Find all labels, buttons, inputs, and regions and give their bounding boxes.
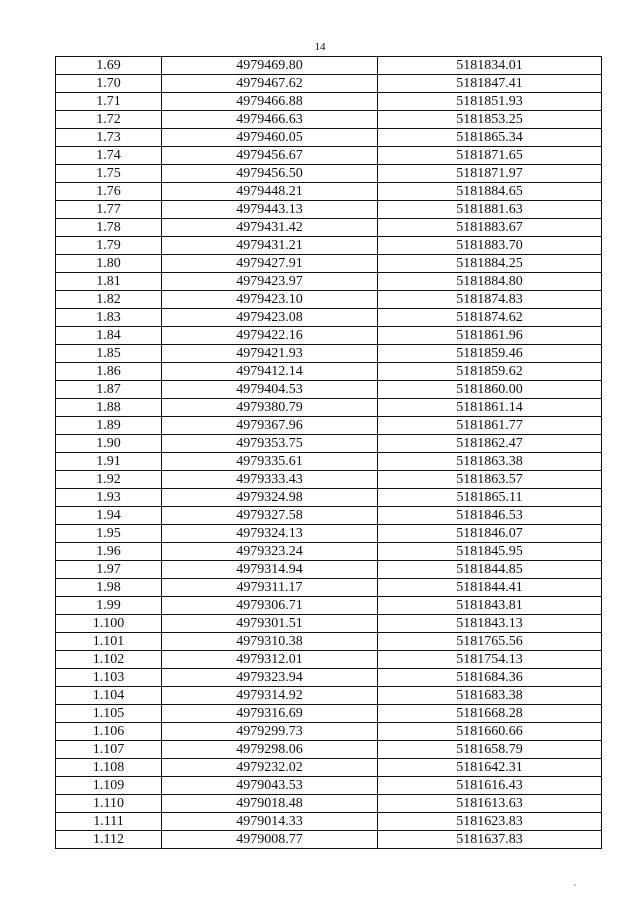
point-id-cell: 1.89 [56, 417, 162, 435]
x-coordinate-cell: 4979327.58 [162, 507, 378, 525]
x-coordinate-cell: 4979314.94 [162, 561, 378, 579]
y-coordinate-cell: 5181668.28 [378, 705, 602, 723]
y-coordinate-cell: 5181883.67 [378, 219, 602, 237]
y-coordinate-cell: 5181834.01 [378, 57, 602, 75]
point-id-cell: 1.104 [56, 687, 162, 705]
point-id-cell: 1.90 [56, 435, 162, 453]
point-id-cell: 1.112 [56, 831, 162, 849]
x-coordinate-cell: 4979333.43 [162, 471, 378, 489]
table-row [56, 147, 602, 165]
table-row [56, 219, 602, 237]
y-coordinate-cell: 5181883.70 [378, 237, 602, 255]
table-row [56, 741, 602, 759]
point-id-cell: 1.74 [56, 147, 162, 165]
y-coordinate-cell: 5181884.65 [378, 183, 602, 201]
table-row [56, 327, 602, 345]
table-row [56, 831, 602, 849]
point-id-cell: 1.97 [56, 561, 162, 579]
table-row [56, 129, 602, 147]
x-coordinate-cell: 4979412.14 [162, 363, 378, 381]
table-row [56, 471, 602, 489]
table-row [56, 777, 602, 795]
y-coordinate-cell: 5181861.14 [378, 399, 602, 417]
x-coordinate-cell: 4979014.33 [162, 813, 378, 831]
x-coordinate-cell: 4979232.02 [162, 759, 378, 777]
table-row [56, 417, 602, 435]
point-id-cell: 1.108 [56, 759, 162, 777]
x-coordinate-cell: 4979311.17 [162, 579, 378, 597]
x-coordinate-cell: 4979008.77 [162, 831, 378, 849]
table-row [56, 345, 602, 363]
table-row [56, 669, 602, 687]
point-id-cell: 1.82 [56, 291, 162, 309]
point-id-cell: 1.96 [56, 543, 162, 561]
table-row [56, 651, 602, 669]
x-coordinate-cell: 4979353.75 [162, 435, 378, 453]
point-id-cell: 1.93 [56, 489, 162, 507]
table-row [56, 273, 602, 291]
table-row [56, 543, 602, 561]
scan-speck [574, 884, 576, 886]
y-coordinate-cell: 5181863.57 [378, 471, 602, 489]
x-coordinate-cell: 4979443.13 [162, 201, 378, 219]
x-coordinate-cell: 4979422.16 [162, 327, 378, 345]
point-id-cell: 1.77 [56, 201, 162, 219]
y-coordinate-cell: 5181865.11 [378, 489, 602, 507]
x-coordinate-cell: 4979456.50 [162, 165, 378, 183]
y-coordinate-cell: 5181845.95 [378, 543, 602, 561]
y-coordinate-cell: 5181683.38 [378, 687, 602, 705]
point-id-cell: 1.79 [56, 237, 162, 255]
point-id-cell: 1.102 [56, 651, 162, 669]
y-coordinate-cell: 5181884.80 [378, 273, 602, 291]
y-coordinate-cell: 5181684.36 [378, 669, 602, 687]
table-row [56, 111, 602, 129]
y-coordinate-cell: 5181865.34 [378, 129, 602, 147]
table-row [56, 561, 602, 579]
x-coordinate-cell: 4979427.91 [162, 255, 378, 273]
x-coordinate-cell: 4979431.42 [162, 219, 378, 237]
point-id-cell: 1.86 [56, 363, 162, 381]
y-coordinate-cell: 5181859.62 [378, 363, 602, 381]
table-row [56, 183, 602, 201]
x-coordinate-cell: 4979018.48 [162, 795, 378, 813]
y-coordinate-cell: 5181637.83 [378, 831, 602, 849]
x-coordinate-cell: 4979421.93 [162, 345, 378, 363]
y-coordinate-cell: 5181846.53 [378, 507, 602, 525]
x-coordinate-cell: 4979423.97 [162, 273, 378, 291]
y-coordinate-cell: 5181660.66 [378, 723, 602, 741]
x-coordinate-cell: 4979299.73 [162, 723, 378, 741]
y-coordinate-cell: 5181658.79 [378, 741, 602, 759]
y-coordinate-cell: 5181853.25 [378, 111, 602, 129]
point-id-cell: 1.99 [56, 597, 162, 615]
y-coordinate-cell: 5181861.77 [378, 417, 602, 435]
x-coordinate-cell: 4979310.38 [162, 633, 378, 651]
table-row [56, 633, 602, 651]
y-coordinate-cell: 5181884.25 [378, 255, 602, 273]
table-row [56, 687, 602, 705]
table-row [56, 309, 602, 327]
point-id-cell: 1.88 [56, 399, 162, 417]
point-id-cell: 1.98 [56, 579, 162, 597]
table-row [56, 579, 602, 597]
page-number: 14 [314, 41, 326, 53]
table-row [56, 795, 602, 813]
x-coordinate-cell: 4979466.88 [162, 93, 378, 111]
table-row [56, 255, 602, 273]
y-coordinate-cell: 5181881.63 [378, 201, 602, 219]
x-coordinate-cell: 4979316.69 [162, 705, 378, 723]
table-row [56, 705, 602, 723]
point-id-cell: 1.95 [56, 525, 162, 543]
point-id-cell: 1.76 [56, 183, 162, 201]
point-id-cell: 1.85 [56, 345, 162, 363]
y-coordinate-cell: 5181613.63 [378, 795, 602, 813]
x-coordinate-cell: 4979467.62 [162, 75, 378, 93]
x-coordinate-cell: 4979324.13 [162, 525, 378, 543]
y-coordinate-cell: 5181863.38 [378, 453, 602, 471]
point-id-cell: 1.92 [56, 471, 162, 489]
table-row [56, 363, 602, 381]
y-coordinate-cell: 5181859.46 [378, 345, 602, 363]
table-row [56, 75, 602, 93]
point-id-cell: 1.103 [56, 669, 162, 687]
x-coordinate-cell: 4979312.01 [162, 651, 378, 669]
point-id-cell: 1.81 [56, 273, 162, 291]
point-id-cell: 1.80 [56, 255, 162, 273]
point-id-cell: 1.87 [56, 381, 162, 399]
y-coordinate-cell: 5181616.43 [378, 777, 602, 795]
y-coordinate-cell: 5181874.62 [378, 309, 602, 327]
y-coordinate-cell: 5181860.00 [378, 381, 602, 399]
point-id-cell: 1.75 [56, 165, 162, 183]
point-id-cell: 1.110 [56, 795, 162, 813]
x-coordinate-cell: 4979335.61 [162, 453, 378, 471]
coordinates-table-body [56, 57, 602, 849]
table-row [56, 489, 602, 507]
table-row [56, 597, 602, 615]
y-coordinate-cell: 5181844.41 [378, 579, 602, 597]
point-id-cell: 1.106 [56, 723, 162, 741]
point-id-cell: 1.72 [56, 111, 162, 129]
table-row [56, 507, 602, 525]
point-id-cell: 1.84 [56, 327, 162, 345]
point-id-cell: 1.94 [56, 507, 162, 525]
point-id-cell: 1.100 [56, 615, 162, 633]
table-row [56, 813, 602, 831]
y-coordinate-cell: 5181843.81 [378, 597, 602, 615]
y-coordinate-cell: 5181754.13 [378, 651, 602, 669]
table-row [56, 93, 602, 111]
table-row [56, 525, 602, 543]
x-coordinate-cell: 4979306.71 [162, 597, 378, 615]
x-coordinate-cell: 4979314.92 [162, 687, 378, 705]
y-coordinate-cell: 5181843.13 [378, 615, 602, 633]
x-coordinate-cell: 4979469.80 [162, 57, 378, 75]
x-coordinate-cell: 4979380.79 [162, 399, 378, 417]
table-row [56, 57, 602, 75]
point-id-cell: 1.70 [56, 75, 162, 93]
x-coordinate-cell: 4979460.05 [162, 129, 378, 147]
y-coordinate-cell: 5181862.47 [378, 435, 602, 453]
point-id-cell: 1.83 [56, 309, 162, 327]
y-coordinate-cell: 5181765.56 [378, 633, 602, 651]
point-id-cell: 1.69 [56, 57, 162, 75]
point-id-cell: 1.111 [56, 813, 162, 831]
x-coordinate-cell: 4979367.96 [162, 417, 378, 435]
point-id-cell: 1.105 [56, 705, 162, 723]
table-row [56, 165, 602, 183]
x-coordinate-cell: 4979456.67 [162, 147, 378, 165]
x-coordinate-cell: 4979423.08 [162, 309, 378, 327]
point-id-cell: 1.91 [56, 453, 162, 471]
table-row [56, 291, 602, 309]
y-coordinate-cell: 5181874.83 [378, 291, 602, 309]
y-coordinate-cell: 5181847.41 [378, 75, 602, 93]
point-id-cell: 1.78 [56, 219, 162, 237]
y-coordinate-cell: 5181642.31 [378, 759, 602, 777]
x-coordinate-cell: 4979324.98 [162, 489, 378, 507]
x-coordinate-cell: 4979466.63 [162, 111, 378, 129]
y-coordinate-cell: 5181846.07 [378, 525, 602, 543]
table-row [56, 723, 602, 741]
table-row [56, 201, 602, 219]
point-id-cell: 1.109 [56, 777, 162, 795]
x-coordinate-cell: 4979298.06 [162, 741, 378, 759]
point-id-cell: 1.101 [56, 633, 162, 651]
point-id-cell: 1.71 [56, 93, 162, 111]
y-coordinate-cell: 5181844.85 [378, 561, 602, 579]
table-row [56, 453, 602, 471]
x-coordinate-cell: 4979043.53 [162, 777, 378, 795]
y-coordinate-cell: 5181851.93 [378, 93, 602, 111]
table-row [56, 237, 602, 255]
table-row [56, 435, 602, 453]
x-coordinate-cell: 4979301.51 [162, 615, 378, 633]
y-coordinate-cell: 5181871.65 [378, 147, 602, 165]
coordinates-table [55, 56, 602, 849]
y-coordinate-cell: 5181861.96 [378, 327, 602, 345]
table-row [56, 399, 602, 417]
x-coordinate-cell: 4979323.94 [162, 669, 378, 687]
x-coordinate-cell: 4979323.24 [162, 543, 378, 561]
y-coordinate-cell: 5181623.83 [378, 813, 602, 831]
x-coordinate-cell: 4979423.10 [162, 291, 378, 309]
x-coordinate-cell: 4979404.53 [162, 381, 378, 399]
point-id-cell: 1.107 [56, 741, 162, 759]
table-row [56, 381, 602, 399]
table-row [56, 615, 602, 633]
x-coordinate-cell: 4979448.21 [162, 183, 378, 201]
y-coordinate-cell: 5181871.97 [378, 165, 602, 183]
x-coordinate-cell: 4979431.21 [162, 237, 378, 255]
table-row [56, 759, 602, 777]
point-id-cell: 1.73 [56, 129, 162, 147]
